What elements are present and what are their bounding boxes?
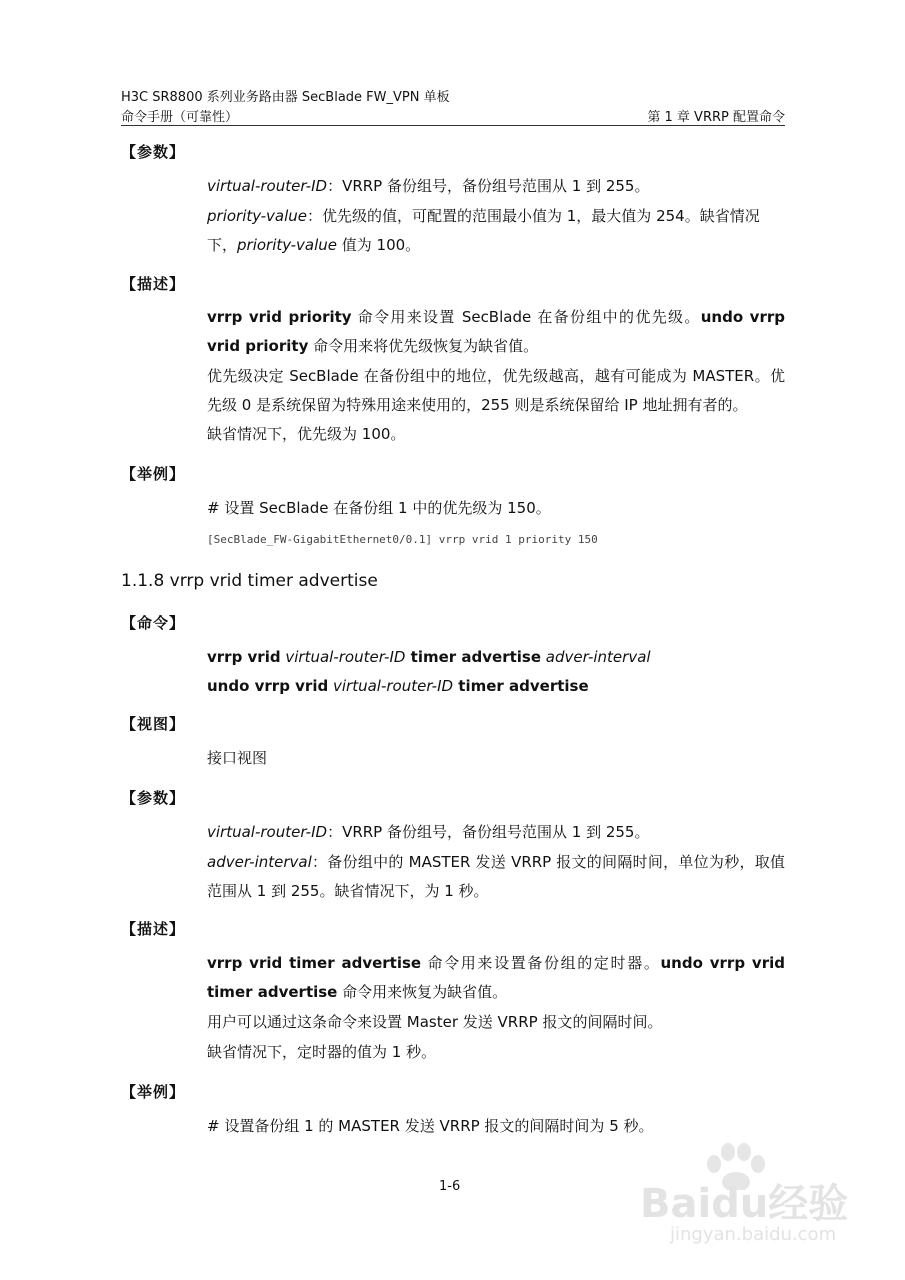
baidu-watermark [640, 1140, 880, 1260]
view-text: 接口视图 [207, 749, 268, 767]
undo-command-syntax: undo vrrp vrid virtual-router-ID timer advertise [207, 677, 589, 695]
example-comment-2: # 设置备份组 1 的 MASTER 发送 VRRP 报文的间隔时间为 5 秒。 [207, 1117, 654, 1135]
header-chapter: 第 1 章 VRRP 配置命令 [647, 110, 785, 125]
desc-timer-default: 缺省情况下，定时器的值为 1 秒。 [207, 1043, 437, 1061]
params-heading: 【参数】 [121, 143, 186, 161]
desc-heading-2: 【描述】 [121, 920, 186, 938]
param-priority-value: priority-value：优先级的值，可配置的范围最小值为 1，最大值为 254。缺省情况下，priority-value 值为 100。 [207, 207, 760, 254]
view-heading: 【视图】 [121, 715, 186, 733]
header-rule [121, 125, 785, 126]
section-heading: 1.1.8 vrrp vrid timer advertise [121, 571, 378, 591]
example-heading-2: 【举例】 [121, 1083, 186, 1101]
desc-priority-command: vrrp vrid priority 命令用来设置 SecBlade 在备份组中的优先级。undo vrrp vrid priority 命令用来将优先级恢复为缺省值。 [207, 308, 785, 355]
command-syntax: vrrp vrid virtual-router-ID timer advertise adver-interval [207, 648, 651, 666]
page-number: 1-6 [439, 1179, 461, 1194]
example-comment: # 设置 SecBlade 在备份组 1 中的优先级为 150。 [207, 499, 551, 517]
watermark-brand: Baidu经验 [640, 1181, 849, 1227]
desc-timer-usage: 用户可以通过这条命令来设置 Master 发送 VRRP 报文的间隔时间。 [207, 1013, 663, 1031]
example-heading: 【举例】 [121, 465, 186, 483]
desc-timer-command: vrrp vrid timer advertise 命令用来设置备份组的定时器。undo vrrp vrid timer advertise 命令用来恢复为缺省值。 [207, 954, 785, 1001]
example-code: [SecBlade_FW-GigabitEthernet0/0.1] vrrp vrid 1 priority 150 [207, 533, 598, 546]
params-heading-2: 【参数】 [121, 789, 186, 807]
param-adver-interval: adver-interval：备份组中的 MASTER 发送 VRRP 报文的间隔时间，单位为秒，取值范围从 1 到 255。缺省情况下，为 1 秒。 [207, 853, 785, 900]
header-title: H3C SR8800 系列业务路由器 SecBlade FW_VPN 单板 [121, 90, 450, 105]
param-virtual-router-id: virtual-router-ID：VRRP 备份组号，备份组号范围从 1 到 255。 [207, 177, 650, 195]
desc-priority-default: 缺省情况下，优先级为 100。 [207, 425, 406, 443]
desc-priority-meaning: 优先级决定 SecBlade 在备份组中的地位，优先级越高，越有可能成为 MASTER。优先级 0 是系统保留为特殊用途来使用的，255 则是系统保留给 IP 地址拥有者的。 [207, 367, 785, 414]
desc-heading: 【描述】 [121, 275, 186, 293]
command-heading: 【命令】 [121, 614, 186, 632]
header-subtitle: 命令手册（可靠性） [121, 110, 239, 125]
param-virtual-router-id-2: virtual-router-ID：VRRP 备份组号，备份组号范围从 1 到 255。 [207, 823, 650, 841]
watermark-url: jingyan.baidu.com [670, 1224, 837, 1245]
